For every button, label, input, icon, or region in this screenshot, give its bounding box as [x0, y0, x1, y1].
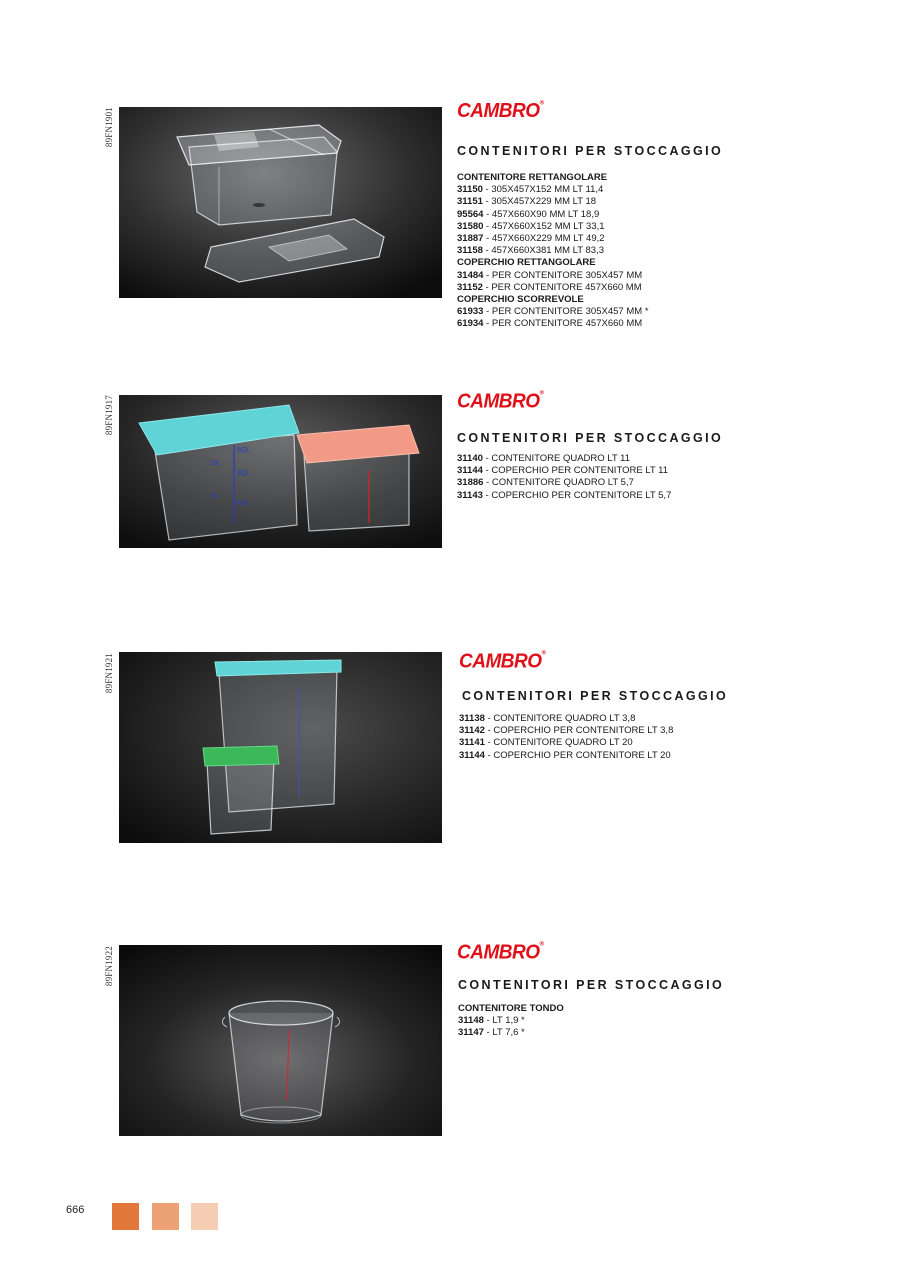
product-list [458, 1003, 564, 1040]
volume-label: 4QL [237, 500, 251, 507]
item-description: - 457X660X90 MM LT 18,9 [483, 208, 600, 220]
page-number: 666 [66, 1204, 85, 1216]
item-code: 31140 [457, 453, 483, 464]
volume-label: 8QL [237, 470, 251, 477]
product-list [457, 172, 648, 331]
item-description: - PER CONTENITORE 305X457 MM [483, 269, 643, 281]
photo-code: 89FN1921 [104, 653, 114, 694]
item-code: 95564 [457, 208, 484, 220]
list-item [457, 270, 648, 282]
product-list [459, 713, 673, 762]
color-swatch [191, 1203, 218, 1230]
item-code: 31144 [457, 465, 483, 477]
item-code: 31138 [459, 713, 485, 724]
list-item [457, 209, 648, 221]
item-code: 31148 [458, 1015, 484, 1027]
list-item [457, 233, 648, 245]
list-item [457, 221, 648, 233]
item-description: - COPERCHIO PER CONTENITORE LT 20 [484, 749, 671, 761]
volume-label: 10L [209, 460, 221, 467]
product-photo-round [119, 945, 442, 1136]
photo-code: 89FN1917 [104, 395, 114, 436]
list-item [457, 245, 648, 257]
item-description: - 305X457X152 MM LT 11,4 [482, 184, 604, 196]
list-item [458, 1027, 564, 1039]
item-description: - CONTENITORE QUADRO LT 5,7 [483, 477, 634, 489]
photo-code: 89FN1922 [104, 946, 114, 987]
item-code: 31887 [457, 233, 484, 245]
list-item [457, 282, 648, 294]
list-subheading: CONTENITORE TONDO [458, 1003, 564, 1014]
item-description: - 305X457X229 MM LT 18 [482, 196, 597, 208]
item-code: 31150 [457, 184, 483, 196]
item-code: 31147 [458, 1027, 484, 1039]
section-heading: CONTENITORI PER STOCCAGGIO [462, 689, 729, 703]
list-subheading: COPERCHIO SCORREVOLE [457, 294, 584, 306]
item-description: - LT 7,6 * [483, 1027, 525, 1039]
item-description: - PER CONTENITORE 457X660 MM [482, 281, 642, 293]
volume-label: 6L [211, 493, 219, 500]
brand-logo: CAMBRO® [457, 100, 544, 123]
list-item [457, 465, 671, 477]
item-code: 31152 [457, 281, 483, 293]
list-item [457, 306, 648, 318]
brand-logo: CAMBRO® [457, 390, 544, 413]
item-code: 61934 [457, 318, 484, 330]
color-swatch [152, 1203, 179, 1230]
list-item [457, 490, 671, 502]
product-list [457, 453, 671, 502]
photo-code: 89FN1901 [104, 107, 114, 148]
list-item [459, 750, 673, 762]
list-item [457, 453, 671, 465]
brand-logo: CAMBRO® [457, 941, 544, 964]
item-code: 31144 [459, 749, 485, 761]
list-item [459, 725, 673, 737]
item-code: 31141 [459, 737, 485, 749]
list-item [459, 737, 673, 749]
list-subheading: CONTENITORE RETTANGOLARE [457, 172, 608, 183]
product-photo-rectangular [119, 107, 442, 298]
list-item [458, 1015, 564, 1027]
list-item [457, 196, 648, 208]
item-code: 31143 [457, 489, 483, 501]
brand-logo: CAMBRO® [459, 650, 546, 673]
item-description: - PER CONTENITORE 457X660 MM [483, 318, 643, 330]
item-description: - 457X660X381 MM LT 83,3 [482, 245, 605, 257]
section-heading: CONTENITORI PER STOCCAGGIO [457, 431, 724, 445]
item-description: - LT 1,9 * [483, 1015, 525, 1027]
item-description: - COPERCHIO PER CONTENITORE LT 11 [482, 465, 669, 477]
item-description: - CONTENITORE QUADRO LT 3,8 [484, 713, 636, 724]
item-description: - PER CONTENITORE 305X457 MM * [483, 306, 649, 318]
section-heading: CONTENITORI PER STOCCAGGIO [457, 144, 724, 158]
list-item [457, 318, 648, 330]
color-swatch [112, 1203, 139, 1230]
list-item [457, 184, 648, 196]
item-description: - CONTENITORE QUADRO LT 20 [484, 737, 633, 749]
item-description: - 457X660X229 MM LT 49,2 [483, 233, 605, 245]
list-item [457, 477, 671, 489]
item-code: 31158 [457, 245, 483, 257]
item-code: 31580 [457, 220, 484, 232]
item-code: 31886 [457, 477, 484, 489]
item-code: 61933 [457, 306, 484, 318]
item-description: - COPERCHIO PER CONTENITORE LT 5,7 [482, 489, 672, 501]
section-heading: CONTENITORI PER STOCCAGGIO [458, 978, 725, 992]
item-code: 31142 [459, 725, 485, 737]
item-description: - COPERCHIO PER CONTENITORE LT 3,8 [484, 725, 674, 737]
list-item [459, 713, 673, 725]
volume-label: 8QL [237, 447, 251, 454]
item-code: 31151 [457, 196, 483, 208]
product-photo-square [119, 395, 442, 548]
list-subheading: COPERCHIO RETTANGOLARE [457, 257, 596, 269]
item-description: - CONTENITORE QUADRO LT 11 [482, 453, 631, 464]
item-code: 31484 [457, 269, 484, 281]
product-photo-square-small [119, 652, 442, 843]
item-description: - 457X660X152 MM LT 33,1 [483, 220, 605, 232]
